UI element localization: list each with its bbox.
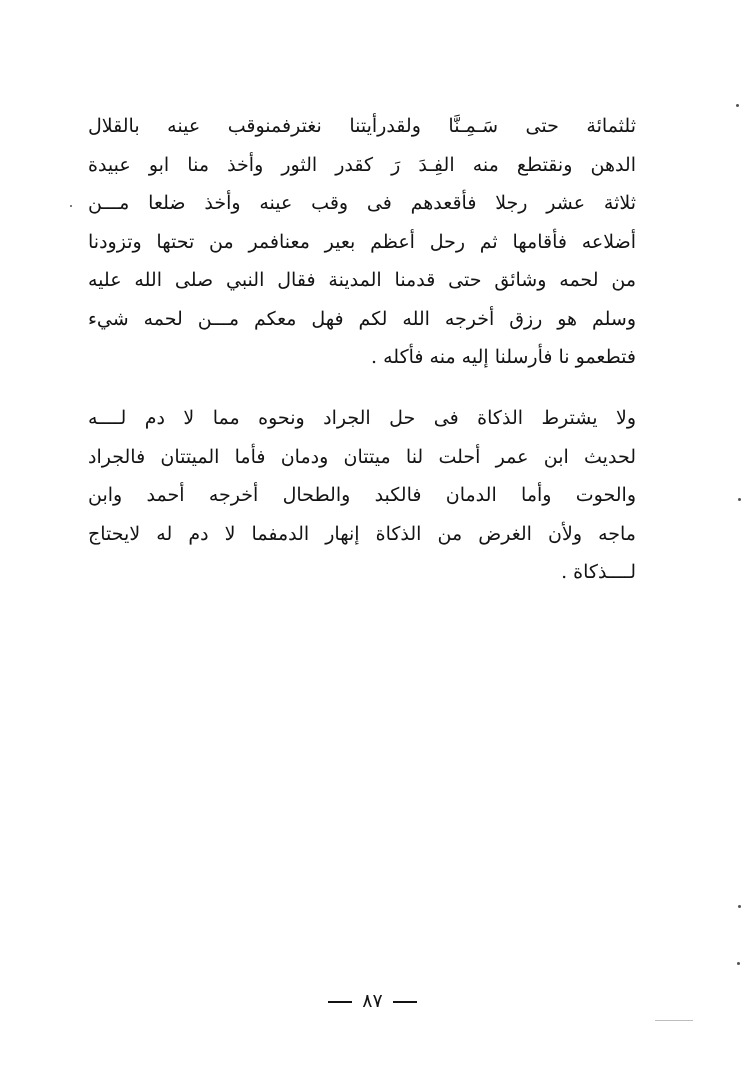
scan-speck: [736, 104, 739, 107]
page-number-dash: [393, 1001, 417, 1003]
text-line: من لحمه وشائق حتى قدمنا المدينة فقال النبي صلى الله عليه: [88, 269, 636, 291]
page-number-value: ٨٧: [362, 990, 383, 1012]
text-line: والحوت وأما الدمان فالكبد والطحال أخرجه أحمد وابن: [88, 484, 636, 506]
text-line: ثلثمائة حتى سَـمِـنَّا ولقدرأيتنا نغترفمنوقب عينه بالقلال: [88, 115, 636, 137]
text-line: لحديث ابن عمر أحلت لنا ميتتان ودمان فأما الميتتان فالجراد: [88, 445, 636, 468]
scan-speck: [738, 905, 741, 908]
text-line: لــــذكاة .: [561, 561, 636, 583]
text-line: ثلاثة عشر رجلا فأقعدهم فى وقب عينه وأخذ ضلعا مـــن: [88, 192, 636, 214]
text-line: فتطعمو نا فأرسلنا إليه منه فأكله .: [371, 346, 636, 368]
paragraph-1: [88, 107, 636, 377]
text-line: وسلم هو رزق أخرجه الله لكم فهل معكم مـــن لحمه شيء: [88, 307, 636, 330]
text-line: الدهن ونقتطع منه الفِـدَ رَ كقدر الثور وأخذ منا ابو عبيدة: [88, 153, 636, 176]
scan-hairline: [655, 1020, 693, 1021]
text-line: ولا يشترط الذكاة فى حل الجراد ونحوه مما لا دم لــــه: [88, 407, 636, 429]
scan-speck: [70, 205, 72, 207]
text-line: ماجه ولأن الغرض من الذكاة إنهار الدمفما لا دم له لايحتاج: [88, 522, 636, 545]
paragraph-2: [88, 399, 636, 592]
page-number: [0, 990, 745, 1012]
text-line: أضلاعه فأقامها ثم رحل أعظم بعير معنافمر من تحتها وتزودنا: [88, 230, 636, 253]
scan-speck: [738, 498, 741, 501]
page-number-dash: [328, 1001, 352, 1003]
scan-speck: [737, 962, 740, 965]
